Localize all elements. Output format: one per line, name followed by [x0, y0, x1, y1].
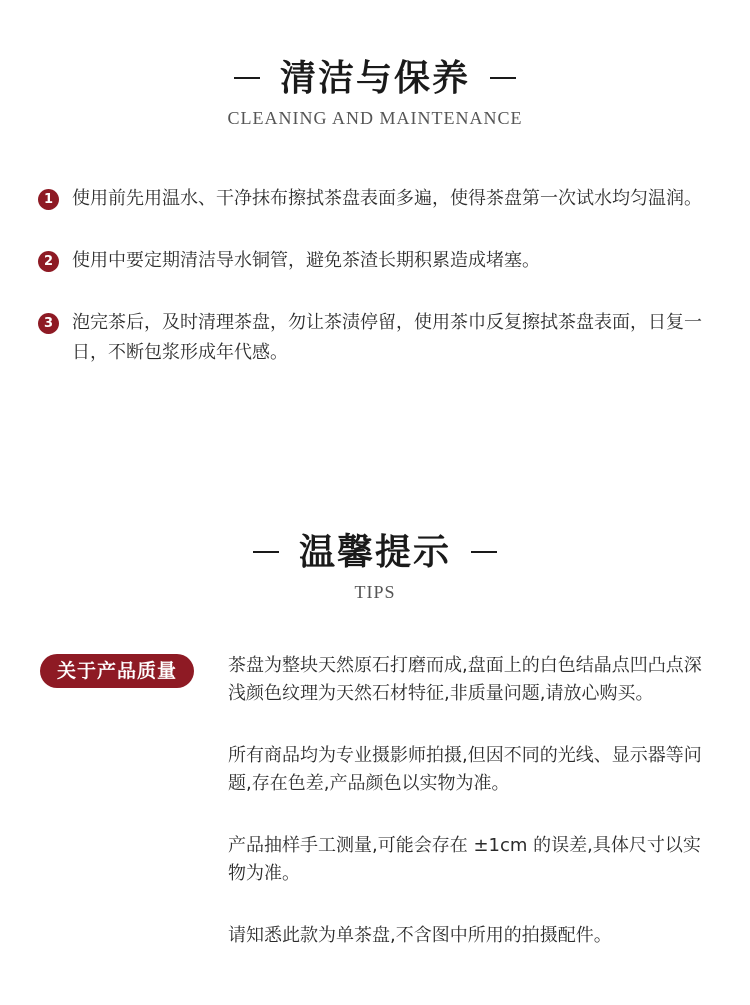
number-badge-3: 3	[38, 313, 59, 334]
cleaning-item-3	[38, 308, 718, 368]
cleaning-list	[38, 184, 718, 400]
cleaning-item-1	[38, 184, 718, 214]
title-dash-right	[471, 551, 497, 553]
cleaning-item-text: 使用前先用温水、干净抹布擦拭茶盘表面多遍，使得茶盘第一次试水均匀温润。	[72, 188, 702, 209]
title-dash-right	[490, 77, 516, 79]
cleaning-item-text: 泡完茶后，及时清理茶盘，勿让茶渍停留，使用茶巾反复擦拭茶盘表面，日复一日，不断包浆形成年代感。	[72, 312, 702, 363]
number-badge-1: 1	[38, 189, 59, 210]
cleaning-item-2	[38, 246, 718, 276]
tip-item: 请知悉此款为单茶盘,不含图中所用的拍摄配件。	[228, 925, 612, 946]
tips-title-row	[0, 530, 750, 574]
cleaning-subtitle: CLEANING AND MAINTENANCE	[227, 108, 523, 128]
cleaning-title-row	[0, 56, 750, 100]
cleaning-title: 清洁与保养	[279, 57, 470, 99]
tips-list	[228, 652, 718, 984]
tip-item: 所有商品均为专业摄影师拍摄,但因不同的光线、显示器等问题,存在色差,产品颜色以实物为准。	[228, 745, 702, 794]
title-dash-left	[253, 551, 279, 553]
tip-item: 产品抽样手工测量,可能会存在 ±1cm 的误差,具体尺寸以实物为准。	[228, 835, 701, 884]
title-dash-left	[234, 77, 260, 79]
tips-title: 温馨提示	[298, 531, 451, 573]
tips-subtitle: TIPS	[354, 582, 396, 602]
cleaning-item-text: 使用中要定期清洁导水铜管，避免茶渣长期积累造成堵塞。	[72, 250, 540, 271]
number-badge-2: 2	[38, 251, 59, 272]
tips-header	[0, 530, 750, 603]
quality-badge: 关于产品质量	[40, 654, 194, 688]
tip-item: 茶盘为整块天然原石打磨而成,盘面上的白色结晶点凹凸点深浅颜色纹理为天然石材特征,非质量问题,请放心购买。	[228, 655, 702, 704]
cleaning-header	[0, 56, 750, 129]
